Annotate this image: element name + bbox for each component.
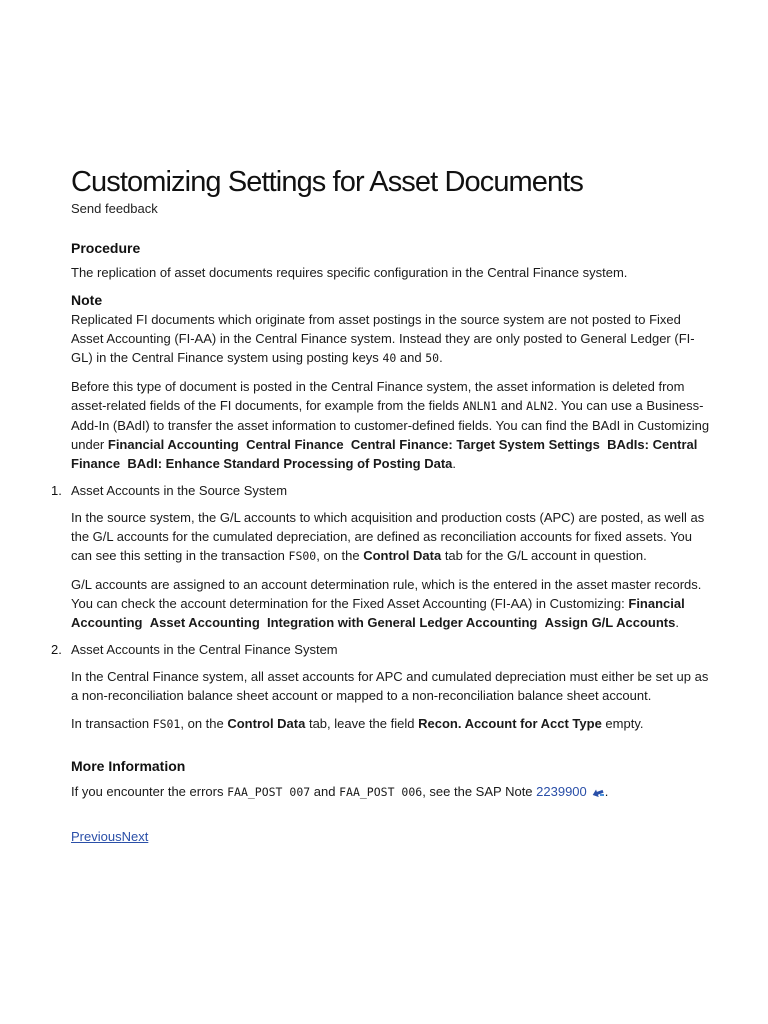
- document-page: [51, 164, 711, 846]
- posting-key-50: 50: [425, 351, 440, 365]
- transaction-fs01: FS01: [152, 717, 181, 731]
- before-text-2: . You can use a Business-Add-In (BAdI) to transfer the asset information to customer-defined fields. You can find the BAdI in Customizing under: [71, 398, 710, 452]
- error-code-006: FAA_POST 006: [339, 785, 423, 799]
- step-2-text: In transaction: [71, 716, 153, 731]
- note-text: [71, 310, 711, 368]
- list-item: [51, 640, 711, 734]
- more-information-text: [71, 782, 711, 802]
- before-end: .: [452, 456, 457, 471]
- step-2-para-1: In the Central Finance system, all asset accounts for APC and cumulated depreciation must either be set up as a non-reconciliation balance sheet account or mapped to a non-reconciliation balance sheet account.: [71, 669, 709, 703]
- before-text: Before this type of document is posted in the Central Finance system, the asset information is deleted from asset-related fields of the FI documents, for example from the fields: [71, 379, 685, 413]
- step-1-para-2-end: .: [675, 615, 679, 630]
- menu-path-2: Asset Accounting: [149, 615, 260, 630]
- step-1-text-3: tab for the G/L account in question.: [441, 548, 647, 563]
- step-2-text-2: , on the: [180, 716, 228, 731]
- procedure-intro: The replication of asset documents requires specific configuration in the Central Finance system.: [71, 265, 628, 280]
- step-1-text: In the source system, the G/L accounts to which acquisition and production costs (APC) are posted, as well as the G/L accounts for the cumulated depreciation, are defined as reconciliation accounts for fixed assets. You can see this setting in the transaction: [71, 510, 705, 563]
- before-paragraph: [71, 377, 711, 473]
- procedure-heading: Procedure: [71, 240, 141, 256]
- more-information-heading: More Information: [71, 758, 186, 774]
- step-title: Asset Accounts in the Source System: [71, 483, 288, 498]
- note-text-part: Replicated FI documents which originate from asset postings in the source system are not posted to Fixed Asset Accounting (FI-AA) in the Central Finance system. Instead they are only posted to General Ledger (FI-GL) in the Central Finance system using posting keys: [71, 312, 695, 365]
- send-feedback-link[interactable]: Send feedback: [71, 201, 158, 216]
- menu-path-2: Central Finance: [246, 437, 344, 452]
- list-item: [51, 481, 711, 632]
- before-and: and: [497, 398, 527, 413]
- more-info-text: If you encounter the errors: [71, 784, 228, 799]
- step-1-para-2-text: G/L accounts are assigned to an account determination rule, which is the entered in the asset master records. You can check the account determination for the Fixed Asset Accounting (FI-AA) in Customizing:: [71, 577, 702, 611]
- step-2-text-4: empty.: [601, 716, 644, 731]
- control-data-label: Control Data: [363, 548, 442, 563]
- step-2-text-3: tab, leave the field: [305, 716, 419, 731]
- steps-list: [51, 481, 711, 734]
- note-text-end: .: [439, 350, 443, 365]
- note-text-and: and: [396, 350, 426, 365]
- pagination-nav: [71, 827, 711, 846]
- menu-path-4: Assign G/L Accounts: [544, 615, 676, 630]
- posting-key-40: 40: [382, 351, 397, 365]
- step-1-para-1: [71, 508, 711, 566]
- error-code-007: FAA_POST 007: [227, 785, 311, 799]
- menu-path-3: Integration with General Ledger Accounting: [267, 615, 538, 630]
- more-info-text-2: , see the SAP Note: [422, 784, 537, 799]
- step-number: 1.: [51, 483, 62, 498]
- menu-path-3: Central Finance: Target System Settings: [350, 437, 600, 452]
- step-1-para-2: [71, 575, 711, 632]
- external-link-icon[interactable]: [591, 787, 605, 797]
- note-heading: Note: [71, 292, 103, 308]
- step-2-para-2: [71, 714, 711, 734]
- next-link[interactable]: Next: [121, 829, 149, 844]
- step-1-text-2: , on the: [316, 548, 364, 563]
- sap-note-link[interactable]: 2239900: [536, 784, 587, 799]
- field-anln1: ANLN1: [462, 399, 498, 413]
- control-data-label: Control Data: [227, 716, 306, 731]
- menu-path-1: Financial Accounting: [71, 596, 685, 630]
- menu-path-4: BAdIs: Central Finance: [71, 437, 698, 471]
- recon-account-field-label: Recon. Account for Acct Type: [418, 716, 602, 731]
- page-title: Customizing Settings for Asset Documents: [71, 166, 584, 198]
- field-aln2: ALN2: [526, 399, 554, 413]
- previous-link[interactable]: Previous: [71, 829, 122, 844]
- step-title: Asset Accounts in the Central Finance System: [71, 642, 338, 657]
- menu-path-1: Financial Accounting: [107, 437, 239, 452]
- step-number: 2.: [51, 642, 62, 657]
- more-info-and: and: [310, 784, 340, 799]
- more-info-end: .: [604, 784, 609, 799]
- menu-path-5: BAdI: Enhance Standard Processing of Posting Data: [127, 456, 453, 471]
- transaction-fs00: FS00: [288, 549, 317, 563]
